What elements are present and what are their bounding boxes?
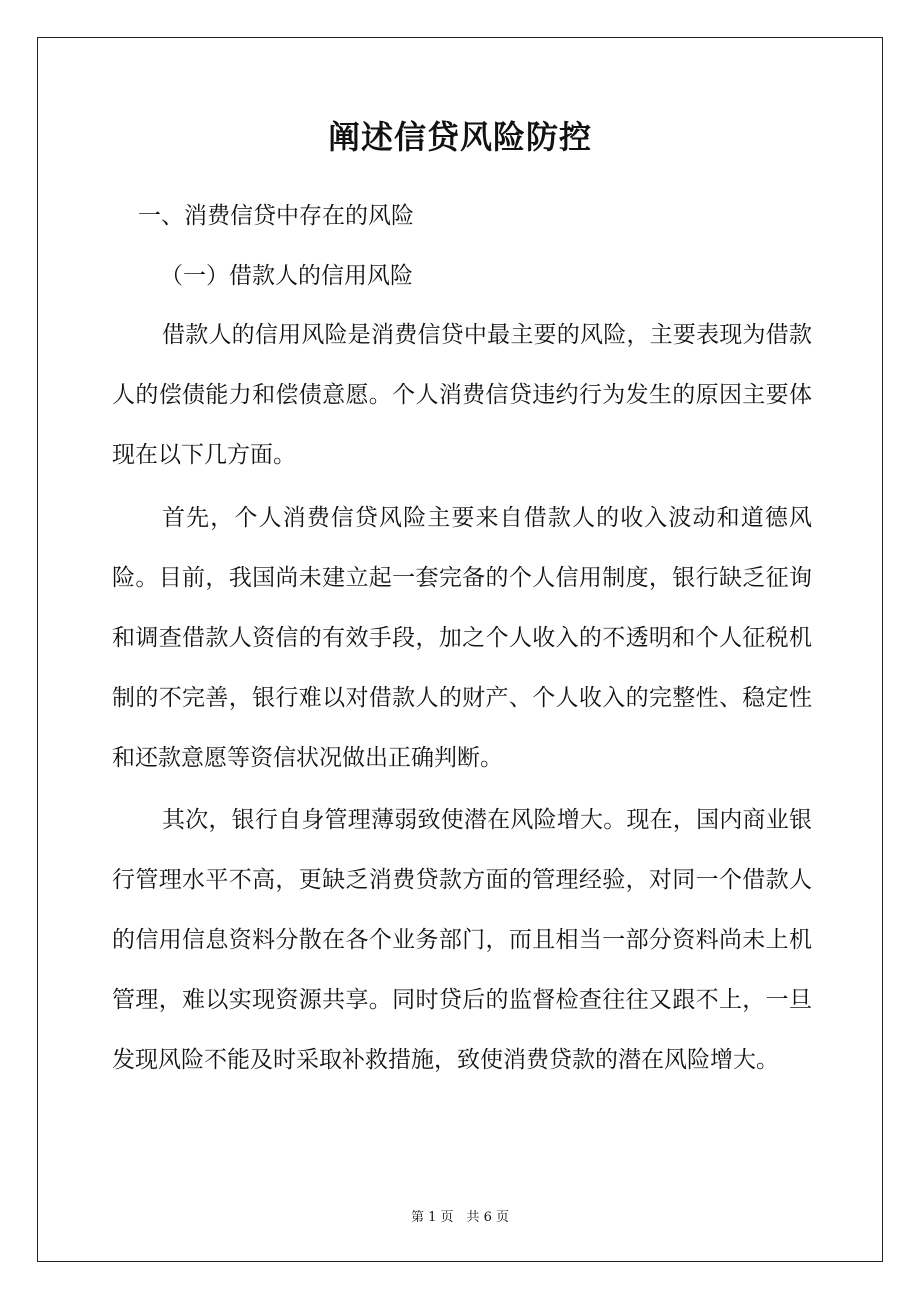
paragraph-3: 其次，银行自身管理薄弱致使潜在风险增大。现在，国内商业银行管理水平不高，更缺乏消费贷款方面的管理经验，对同一个借款人的信用信息资料分散在各个业务部门，而且相当一部分资料尚未上机管理，难以实现资源共享。同时贷后的监督检查往往又跟不上，一旦发现风险不能及时采取补救措施，致使消费贷款的潜在风险增大。 (112, 807, 812, 1073)
section-heading: 一、消费信贷中存在的风险 (138, 203, 414, 229)
paragraph-2: 首先，个人消费信贷风险主要来自借款人的收入波动和道德风险。目前，我国尚未建立起一套完备的个人信用制度，银行缺乏征询和调查借款人资信的有效手段，加之个人收入的不透明和个人征税机制的不完善，银行难以对借款人的财产、个人收入的完整性、稳定性和还款意愿等资信状况做出正确判断。 (112, 505, 812, 771)
subsection-heading: （一）借款人的信用风险 (160, 263, 413, 289)
paragraph-1: 借款人的信用风险是消费信贷中最主要的风险，主要表现为借款人的偿债能力和偿债意愿。个人消费信贷违约行为发生的原因主要体现在以下几方面。 (112, 322, 812, 468)
page-footer: 第 1 页 共 6 页 (410, 1210, 510, 1225)
document-title: 阐述信贷风险防控 (327, 118, 592, 156)
